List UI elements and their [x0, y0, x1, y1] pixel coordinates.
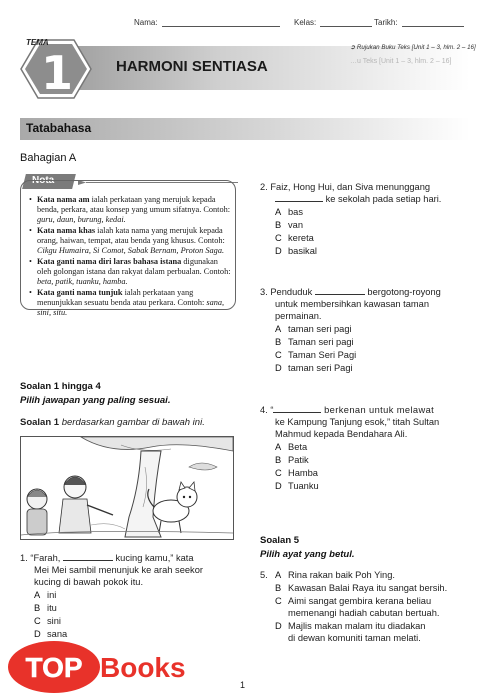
theme-number: 1	[40, 46, 73, 100]
name-line	[162, 18, 280, 27]
question-4-line-3: Mahmud kepada Bendahara Ali.	[275, 429, 408, 439]
svg-text:TOP: TOP	[25, 652, 83, 683]
option-c[interactable]: C kereta	[275, 233, 314, 243]
question-1	[20, 552, 194, 564]
option-d[interactable]: D Tuanku	[275, 481, 319, 491]
question-4-text: berkenan untuk melawat	[324, 405, 435, 415]
date-field	[374, 18, 464, 27]
option-b[interactable]: B van	[275, 220, 303, 230]
nota-item: • Kata ganti nama diri laras bahasa istana digunakan oleh golongan istana dan rakyat dalam perbualan. Contoh: beta, patik, tuanku, hamba.	[29, 257, 231, 287]
textbook-reference	[350, 44, 476, 51]
question-3-line-2: untuk membersihkan kawasan taman	[275, 299, 429, 309]
question-3-text: bergotong-royong	[367, 287, 441, 297]
question-1-text: kucing kamu,” kata	[115, 553, 194, 563]
part-heading: Bahagian A	[20, 152, 77, 164]
question-4	[260, 404, 434, 416]
option-a[interactable]: A Beta	[275, 442, 308, 452]
option-c[interactable]: C Taman Seri Pagi	[275, 350, 357, 360]
option-d[interactable]: D sana	[34, 629, 68, 639]
option-a[interactable]: A taman seri pagi	[275, 324, 352, 334]
section-title: Tatabahasa	[26, 121, 92, 135]
reference-arrow-icon: ➲	[350, 44, 357, 51]
question-1-line-3: kucing di bawah pokok itu.	[34, 577, 144, 587]
question-2	[260, 181, 430, 193]
date-line	[402, 18, 464, 27]
instruction-text: Pilih jawapan yang paling sesuai.	[20, 395, 171, 406]
option-c[interactable]: C Hamba	[275, 468, 318, 478]
question-1-ref: Soalan 1	[20, 417, 60, 428]
nota-box	[20, 180, 236, 317]
question-4-number: 4.	[260, 405, 268, 415]
page-number: 1	[240, 680, 246, 690]
option-c[interactable]: C Aimi sangat gembira kerana beliau	[275, 596, 432, 606]
option-c[interactable]: C sini	[34, 616, 61, 626]
question-range-heading: Soalan 1 hingga 4	[20, 381, 101, 392]
option-d[interactable]: D basikal	[275, 246, 317, 256]
option-b[interactable]: B itu	[34, 603, 57, 613]
topbooks-logo-graphic	[8, 633, 203, 695]
picture-instruction-rest: berdasarkan gambar di bawah ini.	[59, 417, 205, 428]
question-1-text: “Farah,	[30, 553, 61, 563]
class-field	[294, 18, 372, 27]
nota-item: • Kata ganti nama tunjuk ialah perkataan yang menunjukkan sesuatu benda atau perkara. Contoh: sana, sini, situ.	[29, 288, 231, 318]
answer-blank	[275, 193, 323, 202]
class-line	[320, 18, 372, 27]
question-2-number: 2.	[260, 182, 268, 192]
nota-list	[29, 195, 231, 319]
option-a[interactable]: A Rina rakan baik Poh Ying.	[275, 570, 395, 580]
section-bar	[20, 118, 470, 140]
question-3-number: 3.	[260, 287, 268, 297]
option-c-line-2: memenangi hadiah cabutan bertuah.	[288, 608, 440, 618]
faded-reference-text: …u Teks [Unit 1 – 3, hlm. 2 – 16]	[350, 58, 452, 65]
picture-instruction	[20, 417, 205, 429]
name-field	[134, 18, 280, 27]
option-d-line-2: di dewan komuniti taman melati.	[288, 633, 421, 643]
question-2-line-2	[275, 193, 441, 205]
reference-text: Rujukan Buku Teks [Unit 1 – 3, hlm. 2 – 16]	[356, 44, 476, 51]
nota-label: Nota	[32, 175, 55, 186]
question-5-heading: Soalan 5	[260, 535, 300, 546]
option-b[interactable]: B Kawasan Balai Raya itu sangat bersih.	[275, 583, 448, 593]
option-a[interactable]: A ini	[34, 590, 57, 600]
answer-blank	[315, 286, 365, 295]
nota-item: • Kata nama am ialah perkataan yang merujuk kepada benda, perkara, atau konsep yang umum sifatnya. Contoh: guru, daun, burung, kedai.	[29, 195, 231, 225]
answer-blank	[273, 404, 321, 413]
option-a[interactable]: A bas	[275, 207, 303, 217]
question-3	[260, 286, 441, 298]
question-3-line-3: permainan.	[275, 311, 322, 321]
question-4-line-2: ke Kampung Tanjung esok,” titah Sultan	[275, 417, 440, 427]
question-2-text: Faiz, Hong Hui, dan Siva menunggang	[270, 182, 431, 192]
illustration-box	[20, 436, 234, 540]
option-d[interactable]: D Majlis makan malam itu diadakan	[275, 621, 426, 631]
date-label: Tarikh:	[374, 18, 398, 27]
question-2-text: ke sekolah pada setiap hari.	[325, 194, 442, 204]
question-5-instruction: Pilih ayat yang betul.	[260, 549, 355, 560]
answer-blank	[63, 552, 113, 561]
option-d[interactable]: D taman seri Pagi	[275, 363, 353, 373]
svg-text:Books: Books	[100, 652, 186, 683]
question-4-text: “	[270, 405, 274, 415]
question-1-line-2: Mei Mei sambil menunjuk ke arah seekor	[34, 565, 203, 575]
girls-cat-tree-illustration	[21, 437, 233, 539]
option-b[interactable]: B Patik	[275, 455, 309, 465]
class-label: Kelas:	[294, 18, 317, 27]
nota-item: • Kata nama khas ialah kata nama yang merujuk kepada orang, haiwan, tempat, atau benda yang khusus. Contoh: Cikgu Humaira, Si Comot, Sabak Bernam, Proton Saga.	[29, 226, 231, 256]
question-1-number: 1.	[20, 553, 28, 563]
theme-banner	[20, 38, 476, 100]
theme-label: TEMA	[26, 38, 49, 47]
name-label: Nama:	[134, 18, 158, 27]
question-3-text: Penduduk	[270, 287, 313, 297]
option-b[interactable]: B Taman seri pagi	[275, 337, 354, 347]
theme-title: HARMONI SENTIASA	[116, 58, 268, 75]
question-5-number: 5.	[260, 570, 268, 580]
topbooks-logo	[8, 633, 203, 695]
